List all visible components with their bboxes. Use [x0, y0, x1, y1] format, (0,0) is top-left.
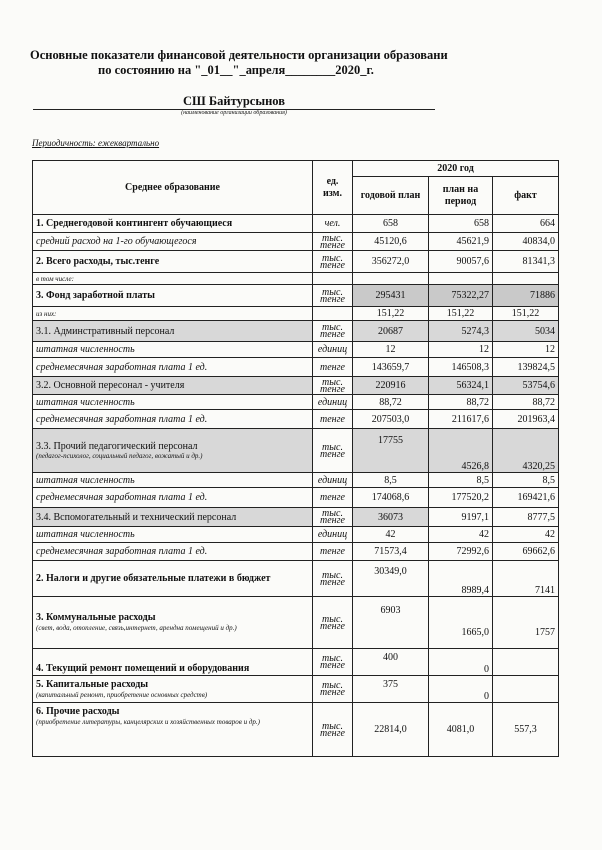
- cell-fact: [493, 676, 559, 703]
- cell-period: 45621,9: [429, 233, 493, 251]
- row-unit: тыс. тенге: [313, 508, 353, 527]
- row-unit: единиц: [313, 395, 353, 410]
- cell-plan: 6903: [353, 597, 429, 649]
- cell-period: 8,5: [429, 473, 493, 488]
- cell-plan: 42: [353, 527, 429, 543]
- row-label: 4. Текущий ремонт помещений и оборудования: [33, 649, 313, 676]
- row-label: штатная численность: [33, 527, 313, 543]
- row-label: штатная численность: [33, 473, 313, 488]
- cell-plan: 375: [353, 676, 429, 703]
- row-unit: чел.: [313, 215, 353, 233]
- cell-fact: 664: [493, 215, 559, 233]
- cell-period: 90057,6: [429, 251, 493, 273]
- table-row: [33, 473, 559, 488]
- table-row: [33, 649, 559, 676]
- table-row: [33, 273, 559, 285]
- row-label: штатная численность: [33, 342, 313, 358]
- cell-fact: 40834,0: [493, 233, 559, 251]
- row-label: [33, 429, 313, 473]
- row-label: среднемесячная заработная плата 1 ед.: [33, 410, 313, 429]
- cell-period: 9197,1: [429, 508, 493, 527]
- row-label: 3.1. Админстративный персонал: [33, 321, 313, 342]
- cell-plan: 356272,0: [353, 251, 429, 273]
- row-label: среднемесячная заработная плата 1 ед.: [33, 543, 313, 561]
- table-row: [33, 342, 559, 358]
- row-label: средний расход на 1-го обучающегося: [33, 233, 313, 251]
- table-row: [33, 429, 559, 473]
- cell-fact: 53754,6: [493, 377, 559, 395]
- row-label: среднемесячная заработная плата 1 ед.: [33, 488, 313, 508]
- row-unit: тенге: [313, 488, 353, 508]
- row-label: среднемесячная заработная плата 1 ед.: [33, 358, 313, 377]
- cell-plan: 36073: [353, 508, 429, 527]
- cell-plan: 71573,4: [353, 543, 429, 561]
- table-row: [33, 676, 559, 703]
- row-unit: тыс. тенге: [313, 597, 353, 649]
- row-unit: тыс. тенге: [313, 233, 353, 251]
- header-annual-plan: годовой план: [353, 177, 429, 215]
- row-unit: тенге: [313, 543, 353, 561]
- row-unit: тенге: [313, 358, 353, 377]
- cell-period: 658: [429, 215, 493, 233]
- row-label-main: 6. Прочие расходы: [36, 706, 120, 717]
- cell-period: 177520,2: [429, 488, 493, 508]
- cell-period: 75322,27: [429, 285, 493, 307]
- table-row: [33, 377, 559, 395]
- cell-plan: 30349,0: [353, 561, 429, 597]
- cell-plan: 151,22: [353, 307, 429, 321]
- header-name: Среднее образование: [33, 161, 313, 215]
- table-row: [33, 233, 559, 251]
- cell-fact: 71886: [493, 285, 559, 307]
- cell-fact: 7141: [493, 561, 559, 597]
- cell-period: 42: [429, 527, 493, 543]
- cell-fact: 151,22: [493, 307, 559, 321]
- row-label: 2. Всего расходы, тыс.тенге: [33, 251, 313, 273]
- cell-fact: 1757: [493, 597, 559, 649]
- cell-plan: 295431: [353, 285, 429, 307]
- row-label: штатная численность: [33, 395, 313, 410]
- row-label-main: 3. Коммунальные расходы: [36, 612, 156, 623]
- table-row: [33, 597, 559, 649]
- header-unit: ед. изм.: [313, 161, 353, 215]
- row-label: 3. Фонд заработной платы: [33, 285, 313, 307]
- table-row: [33, 488, 559, 508]
- row-label: [33, 703, 313, 757]
- row-label: 2. Налоги и другие обязательные платежи в бюджет: [33, 561, 313, 597]
- cell-plan: 17755: [353, 429, 429, 473]
- cell-plan: 88,72: [353, 395, 429, 410]
- header-fact: факт: [493, 177, 559, 215]
- cell-period: [429, 273, 493, 285]
- cell-period: 56324,1: [429, 377, 493, 395]
- row-unit: [313, 273, 353, 285]
- title-line-2: по состоянию на "_01__"_апреля________2020_г.: [98, 63, 374, 77]
- row-unit: тыс. тенге: [313, 321, 353, 342]
- cell-plan: 220916: [353, 377, 429, 395]
- table-row: [33, 543, 559, 561]
- cell-period: 1665,0: [429, 597, 493, 649]
- row-unit: единиц: [313, 473, 353, 488]
- cell-period: 0: [429, 676, 493, 703]
- cell-fact: 5034: [493, 321, 559, 342]
- cell-plan: 12: [353, 342, 429, 358]
- row-unit: тыс. тенге: [313, 377, 353, 395]
- cell-fact: [493, 273, 559, 285]
- title-line-1: Основные показатели финансовой деятельности организации образовани: [30, 48, 448, 62]
- cell-plan: 400: [353, 649, 429, 676]
- cell-period: 211617,6: [429, 410, 493, 429]
- cell-period: 8989,4: [429, 561, 493, 597]
- table-row: [33, 527, 559, 543]
- table-row: [33, 215, 559, 233]
- row-unit: единиц: [313, 527, 353, 543]
- cell-plan: 20687: [353, 321, 429, 342]
- row-unit: тыс. тенге: [313, 561, 353, 597]
- cell-period: 151,22: [429, 307, 493, 321]
- cell-period: 146508,3: [429, 358, 493, 377]
- table-row: [33, 508, 559, 527]
- row-label-sub: (свет, вода, отопление, связь,интернет, арендна помещений и др.): [36, 624, 237, 632]
- cell-period: 4526,8: [429, 429, 493, 473]
- cell-fact: 169421,6: [493, 488, 559, 508]
- row-unit: единиц: [313, 342, 353, 358]
- cell-fact: 201963,4: [493, 410, 559, 429]
- table-row: [33, 307, 559, 321]
- cell-fact: 557,3: [493, 703, 559, 757]
- organization-caption: (наименование организации образования): [181, 110, 287, 116]
- cell-fact: 8777,5: [493, 508, 559, 527]
- row-unit: тыс. тенге: [313, 285, 353, 307]
- cell-period: 12: [429, 342, 493, 358]
- cell-period: 72992,6: [429, 543, 493, 561]
- cell-fact: 139824,5: [493, 358, 559, 377]
- table-row: [33, 410, 559, 429]
- header-year: 2020 год: [353, 161, 559, 177]
- row-unit: тыс. тенге: [313, 251, 353, 273]
- cell-plan: 45120,6: [353, 233, 429, 251]
- cell-plan: 22814,0: [353, 703, 429, 757]
- cell-fact: 69662,6: [493, 543, 559, 561]
- cell-period: 0: [429, 649, 493, 676]
- cell-period: 4081,0: [429, 703, 493, 757]
- cell-plan: 143659,7: [353, 358, 429, 377]
- row-unit: тыс. тенге: [313, 703, 353, 757]
- row-label: 3.2. Основной пересонал - учителя: [33, 377, 313, 395]
- row-label: 1. Среднегодовой контингент обучающиеся: [33, 215, 313, 233]
- cell-plan: [353, 273, 429, 285]
- row-label-main: 3.3. Прочий педагогический персонал: [36, 440, 198, 452]
- cell-period: 88,72: [429, 395, 493, 410]
- cell-fact: 4320,25: [493, 429, 559, 473]
- financial-table: [32, 160, 559, 757]
- table-row: [33, 285, 559, 307]
- table-row: [33, 703, 559, 757]
- row-label-sub: (приобретение литературы, канцелярских и хозяйственных товаров и др.): [36, 718, 260, 726]
- cell-plan: 658: [353, 215, 429, 233]
- row-label: в том числе:: [33, 273, 313, 285]
- table-row: [33, 321, 559, 342]
- table-row: [33, 561, 559, 597]
- document-title: [30, 48, 450, 78]
- cell-fact: 8,5: [493, 473, 559, 488]
- row-unit: тыс. тенге: [313, 649, 353, 676]
- row-unit: [313, 307, 353, 321]
- cell-plan: 207503,0: [353, 410, 429, 429]
- row-unit: тенге: [313, 410, 353, 429]
- organization-name: СШ Байтурсынов: [33, 94, 435, 110]
- periodicity: Периодичность: ежеквартально: [32, 138, 160, 148]
- row-label: [33, 676, 313, 703]
- table-row: [33, 251, 559, 273]
- row-label-sub: (педагог-психолог, социальный педагог, вожатый и др.): [36, 451, 203, 460]
- cell-plan: 8,5: [353, 473, 429, 488]
- cell-fact: 42: [493, 527, 559, 543]
- row-unit: тыс. тенге: [313, 429, 353, 473]
- cell-fact: [493, 649, 559, 676]
- header-period-plan: план на период: [429, 177, 493, 215]
- cell-period: 5274,3: [429, 321, 493, 342]
- row-label: [33, 597, 313, 649]
- row-label: из них:: [33, 307, 313, 321]
- cell-fact: 81341,3: [493, 251, 559, 273]
- table-row: [33, 358, 559, 377]
- cell-fact: 12: [493, 342, 559, 358]
- cell-plan: 174068,6: [353, 488, 429, 508]
- row-label-main: 5. Капитальные расходы: [36, 678, 149, 690]
- row-unit: тыс. тенге: [313, 676, 353, 703]
- table-row: [33, 395, 559, 410]
- row-label: 3.4. Вспомогательный и технический персонал: [33, 508, 313, 527]
- cell-fact: 88,72: [493, 395, 559, 410]
- row-label-sub: (капитальный ремонт, приобретение основных средств): [36, 690, 208, 699]
